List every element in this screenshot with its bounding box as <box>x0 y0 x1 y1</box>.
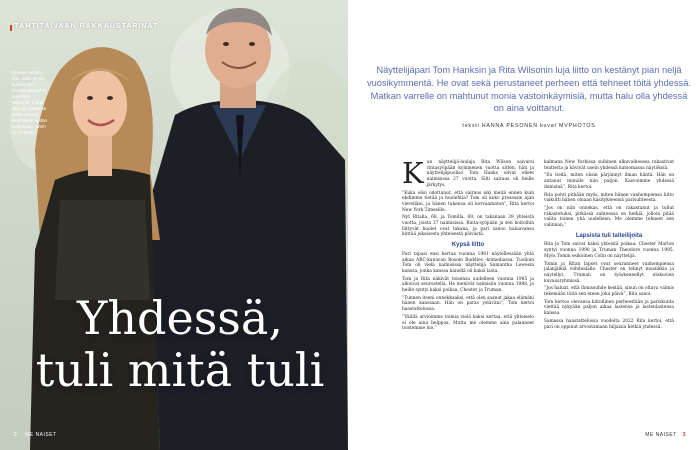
paragraph: ”Kuka olisi odottanut, että sairaus iski meitä ennen kuin ehdimme tietää ja huolehtia? Tom oli koko prosessin ajan vierelläni, ja hänen tukensa oli korvaamaton”, Rita kertoi New York Timesille. <box>402 190 534 213</box>
subheading: Kypsä liitto <box>451 242 485 249</box>
paragraph: Kun näyttelijä-laulaja Rita Wilson saivarsi rintasyöpään kymmenen vuotta sitten, hän ja näyttelijäpuoliso Tom Hanks olivat olleet naimisissa 27 vuotta. Silti sairaus oli heille järkytys. <box>402 156 534 190</box>
subheading: Lapsista tuli taiteilijoita <box>575 232 643 239</box>
kicker-accent <box>10 25 12 31</box>
paragraph: Pari tapasi ensi kertaa vuonna 1981 näytellessään yhtä aikaa ABC-kanavan Bosom Buddies -komediassa. Tuolloin Tom oli vielä naimisissa näyttelijä Samantha Lewesin kanssa, jonka kanssa hänellä oli kaksi lasta. <box>402 251 534 274</box>
byline: teksti HANNA PESONEN kuvat MVPHOTOS <box>462 123 596 129</box>
paragraph: kalmana New Yorkissa suihinen alkuvaiheessa rakastivat teatteria ja kävivät usein yhdessä katsomassa näytöksiä. <box>544 160 674 171</box>
left-folio <box>14 432 57 438</box>
paragraph: Tom kertoo olevansa kiitollinen perheestään ja pariskunta viettää nykyään paljon aikaa lastensa ja lastenlastensa kanssa. <box>544 299 674 317</box>
photo-caption: Kolmen lähden titin. Joku piensi kuinka Tom Hankin parunerin kuin Rita Wilsonin, mutta Rita on mielensä pelko seenet sinkoilevat teidän inspirvaan. Wish of Famoste <box>12 70 48 135</box>
magazine-name: ME NAISET <box>25 432 57 438</box>
page-number: 2 <box>14 432 18 438</box>
paragraph: Tomin ja Ritan lapset ovat seuranneet vanhempiensa jalanjälkiä viihdealalle. Chester on tehnyt musiikkia ja näytellyt, Truman on työskennellyt elokuvien kuvausryhmissä. <box>544 261 674 284</box>
magazine-name: ME NAISET <box>645 432 677 438</box>
right-page <box>348 0 696 450</box>
article-column-2 <box>544 160 674 330</box>
paragraph: ”Välillä arvioimme toimia vielä kaksi kertaa, että yhteiselo ei ole aina helppoa. Mutta me olemme aina palanneet toistemme luo.” <box>402 314 534 332</box>
paragraph: Nyt Ritalla, 68, ja Tomilla, 69, on takanaan 39 yhteistä vuotta, joista 37 naimisissa. Rinta-syöpään ja sen hoitoihin liittyvät huolet ovat takana, ja pari sanoo haluavansa kiittää jokaisesta yhteisestä päivästä. <box>402 215 534 238</box>
paragraph: ”Tunnen itseni onnekkaaksi, että olen saanut jakaa elämäni hänen kanssaan. Hän on paras ystäväni”, Tom kertoi haastattelussa. <box>402 295 534 313</box>
paragraph: Rita pohti pitkään myös, miten hänen vanhempiensa liitto vaikutti hänen omaan käsitykseensä parisuhteesta. <box>544 192 674 204</box>
headline <box>20 292 340 396</box>
headline-line-2: tuli mitä tuli <box>35 343 325 397</box>
paragraph: Samassa haastattelussa vuodelta 2022 Rita kertoi, että pari on oppinut arvostamaan hiljaisia hetkiä yhdessä. <box>544 318 674 330</box>
paragraph: ”En tiedä, miten olisin pärjännyt ilman häntä. Hän on antanut minulle niin paljon. Kasvoimme yhdessä ihmisinä”, Rita kertoi. <box>544 173 674 190</box>
paragraph: ”Jos on niin onnekas, että on rakastanut ja tullut rakastetuksi, pitkässä suhteessa on hetkiä, jolloin pitää valita toinen yhä uudelleen. Me olemme tehneet sen valinnan.” <box>544 205 674 229</box>
intro-lead: Näyttelijäpari Tom Hanksin ja Rita Wilsonin luja liitto on kestänyt pian neljä vuosikymmentä. He ovat sekä perustaneet perheen että tehneet töitä yhdessä. Matkan varrelle on mahtunut monia vastoinkäymisiä, mutta halu olla yhdessä on aina voittanut. <box>366 65 692 114</box>
drop-cap: K <box>402 156 424 190</box>
article-column-1 <box>402 156 534 332</box>
paragraph: ”Jos haluat, että ihmissuhde kestää, sinun on oltava valmis tekemään töitä sen eteen joka päivä”, Rita sanoi. <box>544 286 674 298</box>
paragraph: Tom ja Rita näkivät toisensa uudelleen vuonna 1985 ja alkoivat seurustella. He menivät naimisiin vuonna 1988, ja heille syntyi kaksi poikaa, Chester ja Truman. <box>402 276 534 294</box>
right-folio <box>645 432 686 438</box>
page-number: 3 <box>682 432 686 438</box>
headline-line-1: Yhdessä, <box>77 291 283 345</box>
section-kicker: TÄHTITAIVAAN RAKKAUSTARINAT <box>14 23 159 30</box>
paragraph: Rita ja Tom saivat kaksi yhteistä poikaa: Chester Marlon syntyi vuonna 1990 ja Truman Theodore vuonna 1995. Myös Tomin esikoinen Colin on näyttelijä. <box>544 242 674 259</box>
